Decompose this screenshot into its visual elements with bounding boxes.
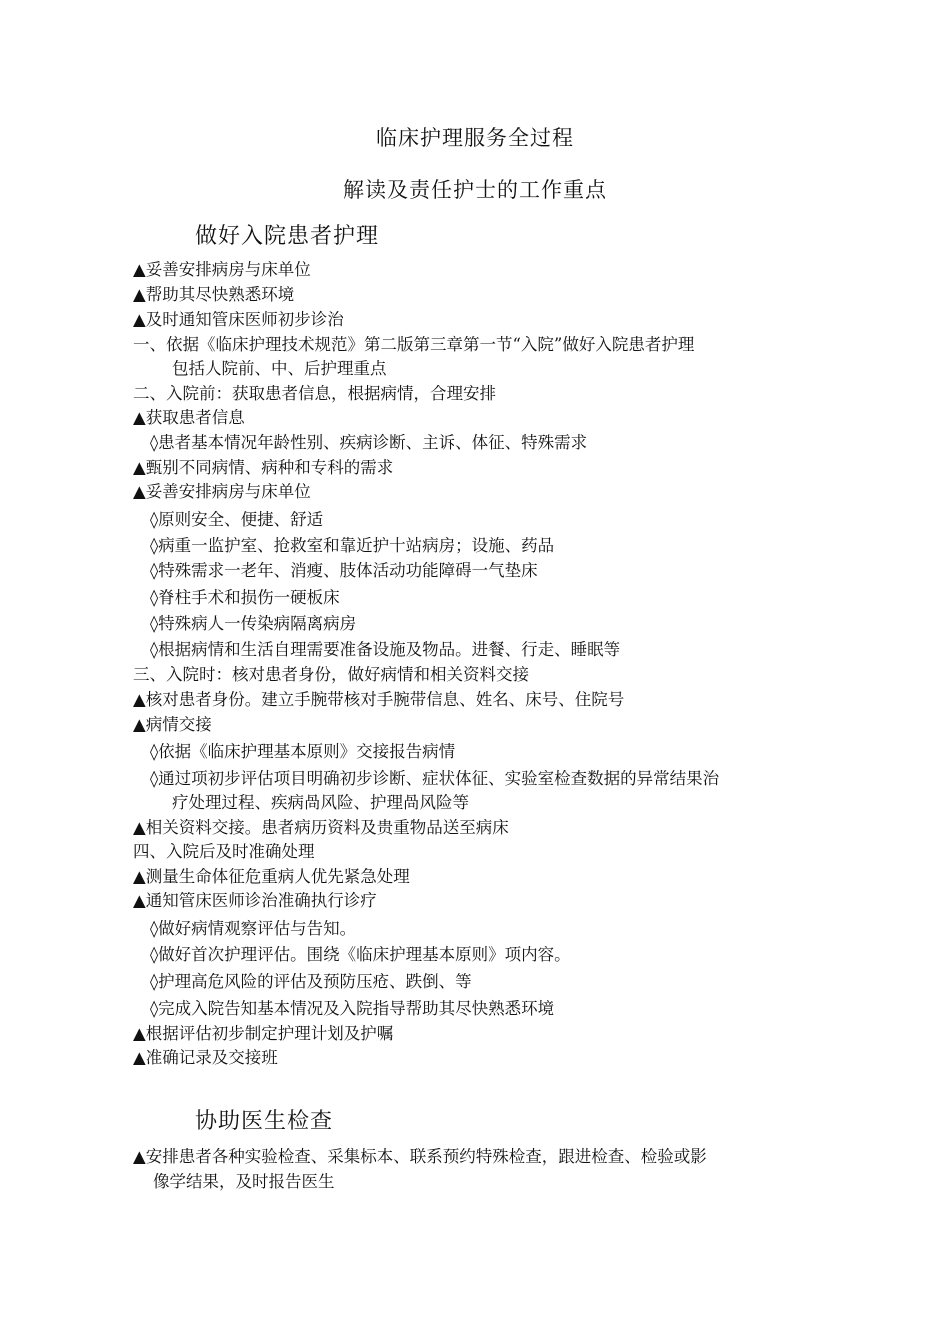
sub-bullet-line: ◊原则安全、便捷、舒适 (150, 510, 324, 529)
sub-bullet-line: ◊通过项初步评估项目明确初步诊断、症状体征、实验室检查数据的异常结果治 (150, 769, 720, 788)
bullet-line: ▲通知管床医师诊治准确执行诊疗 (133, 891, 377, 910)
numbered-line: 四、入院后及时准确处理 (133, 842, 315, 861)
sub-bullet-line: ◊完成入院告知基本情况及入院指导帮助其尽快熟悉环境 (150, 999, 555, 1018)
bullet-line: ▲帮助其尽快熟悉环境 (133, 285, 295, 304)
numbered-line: 三、入院时：核对患者身份，做好病情和相关资料交接 (133, 665, 529, 684)
numbered-line: 二、入院前：获取患者信息，根据病情，合理安排 (133, 384, 496, 403)
document-subtitle: 解读及责任护士的工作重点 (343, 178, 607, 202)
continuation-line: 像学结果，及时报告医生 (153, 1172, 335, 1191)
sub-bullet-line: ◊做好首次护理评估。围绕《临床护理基本原则》项内容。 (150, 945, 571, 964)
bullet-line: ▲妥善安排病房与床单位 (133, 482, 311, 501)
section-heading-admission: 做好入院患者护理 (195, 224, 380, 249)
bullet-line: ▲妥善安排病房与床单位 (133, 260, 311, 279)
sub-bullet-line: ◊脊柱手术和损伤一硬板床 (150, 588, 340, 607)
bullet-line: ▲及时通知管床医师初步诊治 (133, 310, 344, 329)
bullet-line: ▲相关资料交接。患者病历资料及贵重物品送至病床 (133, 818, 509, 837)
sub-bullet-line: ◊病重一监护室、抢救室和靠近护十站病房；设施、药品 (150, 536, 555, 555)
sub-bullet-line: ◊做好病情观察评估与告知。 (150, 919, 357, 938)
bullet-line: ▲甄别不同病情、病种和专科的需求 (133, 458, 394, 477)
bullet-line: ▲核对患者身份。建立手腕带核对手腕带信息、姓名、床号、住院号 (133, 690, 625, 709)
bullet-line: ▲准确记录及交接班 (133, 1048, 278, 1067)
document-title: 临床护理服务全过程 (376, 126, 574, 150)
bullet-line: ▲病情交接 (133, 715, 212, 734)
section-heading-exam: 协助医生检查 (195, 1109, 334, 1134)
sub-bullet-line: ◊依据《临床护理基本原则》交接报告病情 (150, 742, 456, 761)
bullet-line: ▲根据评估初步制定护理计划及护嘱 (133, 1024, 394, 1043)
bullet-line: ▲获取患者信息 (133, 408, 245, 427)
sub-bullet-line: ◊患者基本情况年龄性别、疾病诊断、主诉、体征、特殊需求 (150, 433, 588, 452)
sub-bullet-line: ◊根据病情和生活自理需要准备设施及物品。进餐、行走、睡眠等 (150, 640, 621, 659)
continuation-line: 疗处理过程、疾病咼风险、护理咼风险等 (172, 793, 469, 812)
numbered-line: 一、依据《临床护理技术规范》第二版第三章第一节“入院”做好入院患者护理 (133, 335, 695, 354)
bullet-line: ▲安排患者各种实验检查、采集标本、联系预约特殊检查，跟进检查、检验或影 (133, 1147, 707, 1166)
sub-bullet-line: ◊特殊需求一老年、消瘦、肢体活动功能障碍一气垫床 (150, 561, 538, 580)
sub-bullet-line: ◊特殊病人一传染病隔离病房 (150, 614, 357, 633)
bullet-line: ▲测量生命体征危重病人优先紧急处理 (133, 867, 410, 886)
sub-bullet-line: ◊护理高危风险的评估及预防压疮、跌倒、等 (150, 972, 472, 991)
continuation-line: 包括人院前、中、后护理重点 (172, 359, 387, 378)
